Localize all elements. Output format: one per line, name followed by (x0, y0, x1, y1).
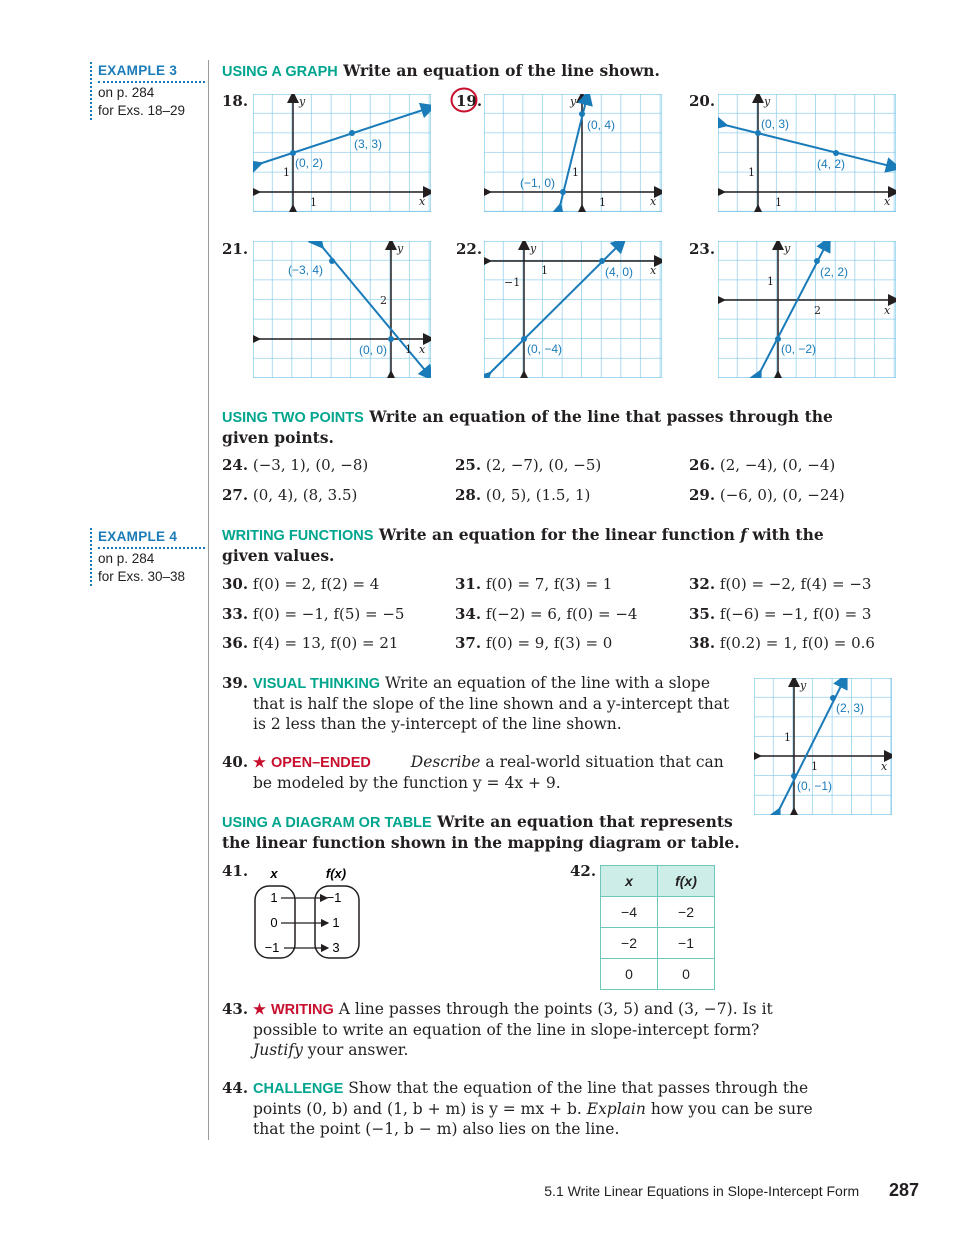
exercise-number: 44. (222, 1079, 249, 1097)
exercise-line-1: Show that the equation of the line that passes through the (348, 1079, 809, 1097)
column-header-x: x (601, 866, 658, 897)
exercise-text: (−3, 1), (0, −8) (252, 456, 369, 474)
y-tick: 2 (380, 294, 387, 307)
point-3-3 (349, 130, 355, 136)
exercise-number: 35. (689, 605, 716, 623)
exercise-line-2: that is half the slope of the line shown and a y-intercept that (253, 695, 730, 713)
x-tick: 1 (811, 760, 818, 773)
section-writing-functions (222, 525, 824, 566)
exercise-tag: OPEN–ENDED (270, 755, 371, 771)
function-table-42 (600, 865, 715, 990)
label-point-b: (−1, 0) (520, 176, 556, 190)
exercise-number: 29. (689, 486, 716, 504)
section-tag: USING A GRAPH (222, 64, 338, 80)
y-label: y (800, 679, 807, 692)
y-tick: 1 (767, 275, 774, 288)
star-icon: ★ (253, 1002, 267, 1018)
exercise-number: 34. (455, 605, 482, 623)
exercise-line-1: a real-world situation that can (485, 753, 724, 771)
example-4-title: EXAMPLE 4 (98, 529, 178, 544)
y-label: y (299, 95, 306, 108)
exercise-19-number (456, 92, 482, 110)
exercise-24 (222, 456, 368, 474)
section-using-graph (222, 61, 660, 80)
exercise-number: 31. (455, 575, 482, 593)
chapter-title: 5.1 Write Linear Equations in Slope-Intercept Form (544, 1183, 860, 1199)
table-cell: 0 (658, 959, 715, 990)
exercise-line-3: that the point (−1, b − m) also lies on the line. (253, 1120, 620, 1138)
section-instruction-cont: given values. (222, 546, 335, 565)
x-label: x (650, 195, 657, 208)
exercise-number: 24. (222, 456, 249, 474)
domain-value: 0 (270, 915, 278, 930)
exercise-19-label: 19. (456, 92, 483, 110)
domain-header: x (270, 866, 278, 881)
exercise-37 (455, 634, 612, 652)
exercise-44 (222, 1078, 842, 1139)
x-tick: 1 (310, 196, 317, 209)
section-instruction: Write an equation of the line shown. (343, 61, 660, 80)
x-label: x (884, 195, 891, 208)
exercise-21-number: 21. (222, 240, 249, 258)
y-tick: 1 (283, 166, 290, 179)
exercise-tag: VISUAL THINKING (253, 676, 381, 692)
label-point-a: (2, 2) (820, 265, 849, 279)
exercise-text: (2, −7), (0, −5) (485, 456, 602, 474)
table-cell: −1 (658, 928, 715, 959)
exercise-line-2: be modeled by the function y = 4x + 9. (253, 774, 561, 792)
label-point-a: (2, 3) (836, 701, 865, 715)
exercise-tag: CHALLENGE (253, 1081, 344, 1097)
section-instruction-cont: the linear function shown in the mapping diagram or table. (222, 833, 740, 852)
range-value: 1 (332, 915, 340, 930)
function-name: f (740, 525, 747, 544)
page-number: 287 (888, 1180, 919, 1200)
exercise-line-3: your answer. (307, 1041, 409, 1059)
table-cell: −2 (658, 897, 715, 928)
exercise-text: f(0) = −1, f(5) = −5 (252, 605, 405, 623)
table-cell: −4 (601, 897, 658, 928)
exercise-35 (689, 605, 871, 623)
example-3-title: EXAMPLE 3 (98, 63, 178, 78)
table-cell: 0 (601, 959, 658, 990)
label-point-a: (0, 3) (761, 117, 790, 131)
section-instruction-tail: with the (752, 525, 824, 544)
exercise-39 (222, 673, 732, 734)
example-4-reference (90, 528, 205, 586)
exercise-line-2: possible to write an equation of the line in slope-intercept form? (253, 1021, 760, 1039)
x-tick: 1 (541, 264, 548, 277)
y-tick: 1 (748, 166, 755, 179)
y-label: y (530, 242, 537, 255)
point-2-2 (814, 258, 820, 264)
exercise-text: (0, 4), (8, 3.5) (252, 486, 358, 504)
x-label: x (419, 343, 426, 356)
exercise-verb: Justify (253, 1041, 303, 1059)
exercise-text: f(0.2) = 1, f(0) = 0.6 (719, 634, 875, 652)
y-tick: 1 (572, 166, 579, 179)
graph-39 (754, 678, 892, 815)
exercise-text: f(−2) = 6, f(0) = −4 (485, 605, 638, 623)
circle-mark-icon (450, 87, 483, 115)
exercise-41-number: 41. (222, 862, 249, 880)
exercise-number: 36. (222, 634, 249, 652)
exercise-text: f(4) = 13, f(0) = 21 (252, 634, 399, 652)
label-point-a: (0, 4) (587, 118, 616, 132)
table-row (601, 897, 715, 928)
exercise-line-1: A line passes through the points (3, 5) and (3, −7). Is it (338, 1000, 773, 1018)
star-icon: ★ (253, 755, 267, 771)
example-4-exercises: for Exs. 30–38 (98, 569, 186, 584)
section-diagram-table (222, 812, 740, 853)
point-neg3-4 (329, 258, 335, 264)
exercise-38 (689, 634, 875, 652)
exercise-text: (−6, 0), (0, −24) (719, 486, 845, 504)
exercise-text: f(0) = −2, f(4) = −3 (719, 575, 872, 593)
graph-21 (253, 241, 431, 378)
exercise-text: f(0) = 9, f(3) = 0 (485, 634, 613, 652)
exercise-text: f(0) = 2, f(2) = 4 (252, 575, 380, 593)
section-instruction: Write an equation for the linear function (378, 525, 735, 544)
table-row (601, 928, 715, 959)
graph-19 (484, 94, 662, 212)
exercise-40 (222, 752, 742, 793)
exercise-31 (455, 575, 612, 593)
label-point-b: (0, −1) (797, 779, 833, 793)
y-label: y (764, 95, 771, 108)
section-instruction: Write an equation of the line that passes through the (369, 407, 833, 426)
point-0-4 (579, 111, 585, 117)
exercise-line-2b: how you can be sure (650, 1100, 813, 1118)
section-instruction-cont: given points. (222, 428, 334, 447)
y-label: y (784, 242, 791, 255)
point-0-0 (388, 336, 394, 342)
graph-23 (718, 241, 896, 378)
exercise-29 (689, 486, 845, 504)
section-tag: WRITING FUNCTIONS (222, 528, 374, 544)
exercise-number: 33. (222, 605, 249, 623)
exercise-number: 37. (455, 634, 482, 652)
label-point-a: (−3, 4) (288, 263, 324, 277)
y-tick: 1 (784, 731, 791, 744)
page-footer (544, 1180, 919, 1201)
exercise-30 (222, 575, 379, 593)
x-label: x (881, 760, 888, 773)
exercise-27 (222, 486, 357, 504)
table-cell: −2 (601, 928, 658, 959)
y-label: y (570, 95, 577, 108)
y-tick: −1 (504, 276, 521, 289)
y-label: y (397, 242, 404, 255)
exercise-number: 32. (689, 575, 716, 593)
section-instruction: Write an equation that represents (437, 812, 733, 831)
exercise-line-2: points (0, b) and (1, b + m) is y = mx + b. (253, 1100, 582, 1118)
exercise-32 (689, 575, 871, 593)
exercise-number: 39. (222, 674, 249, 692)
x-tick: 1 (405, 343, 412, 356)
table-header-row (601, 866, 715, 897)
example-3-exercises: for Exs. 18–29 (98, 103, 186, 118)
x-label: x (884, 304, 891, 317)
exercise-number: 27. (222, 486, 249, 504)
exercise-18-number: 18. (222, 92, 249, 110)
exercise-number: 38. (689, 634, 716, 652)
range-value: 3 (332, 940, 340, 955)
exercise-34 (455, 605, 637, 623)
example-3-page: on p. 284 (98, 85, 155, 100)
range-header: f(x) (325, 866, 347, 881)
exercise-42-number: 42. (570, 862, 597, 880)
column-header-fx: f(x) (658, 866, 715, 897)
exercise-25 (455, 456, 601, 474)
example-3-reference (90, 62, 205, 120)
mapping-diagram-41 (248, 862, 368, 962)
exercise-22-number: 22. (456, 240, 483, 258)
graph-20 (718, 94, 896, 212)
exercise-line-3: is 2 less than the y-intercept of the line shown. (253, 715, 622, 733)
point-4-2 (833, 150, 839, 156)
label-point-b: (0, −2) (781, 342, 817, 356)
exercise-36 (222, 634, 398, 652)
section-tag: USING A DIAGRAM OR TABLE (222, 815, 432, 831)
exercise-28 (455, 486, 590, 504)
section-tag: USING TWO POINTS (222, 410, 364, 426)
graph-22 (484, 241, 662, 378)
x-tick: 1 (599, 196, 606, 209)
section-two-points (222, 407, 833, 448)
graph-18 (253, 94, 431, 212)
exercise-text: f(−6) = −1, f(0) = 3 (719, 605, 872, 623)
exercise-number: 28. (455, 486, 482, 504)
exercise-26 (689, 456, 835, 474)
x-label: x (419, 195, 426, 208)
exercise-number: 25. (455, 456, 482, 474)
label-point-a: (3, 3) (354, 137, 383, 151)
exercise-20-number: 20. (689, 92, 716, 110)
label-point-b: (0, −4) (527, 342, 563, 356)
exercise-23-number: 23. (689, 240, 716, 258)
example-4-page: on p. 284 (98, 551, 155, 566)
exercise-verb: Explain (586, 1100, 646, 1118)
exercise-number: 26. (689, 456, 716, 474)
label-point-b: (0, 0) (359, 343, 388, 357)
point-4-0 (599, 258, 605, 264)
exercise-verb: Describe (410, 753, 481, 771)
range-value: −1 (326, 890, 342, 905)
exercise-text: (2, −4), (0, −4) (719, 456, 836, 474)
domain-value: 1 (270, 890, 278, 905)
label-point-b: (0, 2) (295, 156, 324, 170)
point-neg1-0 (560, 189, 566, 195)
domain-value: −1 (264, 940, 280, 955)
exercise-number: 40. (222, 753, 249, 771)
exercise-33 (222, 605, 404, 623)
exercise-text: (0, 5), (1.5, 1) (485, 486, 591, 504)
exercise-number: 30. (222, 575, 249, 593)
exercise-tag: WRITING (270, 1002, 334, 1018)
exercise-number: 43. (222, 1000, 249, 1018)
margin-rule (208, 60, 209, 1140)
x-label: x (650, 264, 657, 277)
label-point-a: (4, 0) (605, 265, 634, 279)
exercise-line-1: Write an equation of the line with a slope (385, 674, 711, 692)
exercise-text: f(0) = 7, f(3) = 1 (485, 575, 613, 593)
x-tick: 2 (814, 304, 821, 317)
x-tick: 1 (775, 196, 782, 209)
exercise-43 (222, 999, 822, 1060)
table-row (601, 959, 715, 990)
label-point-b: (4, 2) (817, 157, 846, 171)
